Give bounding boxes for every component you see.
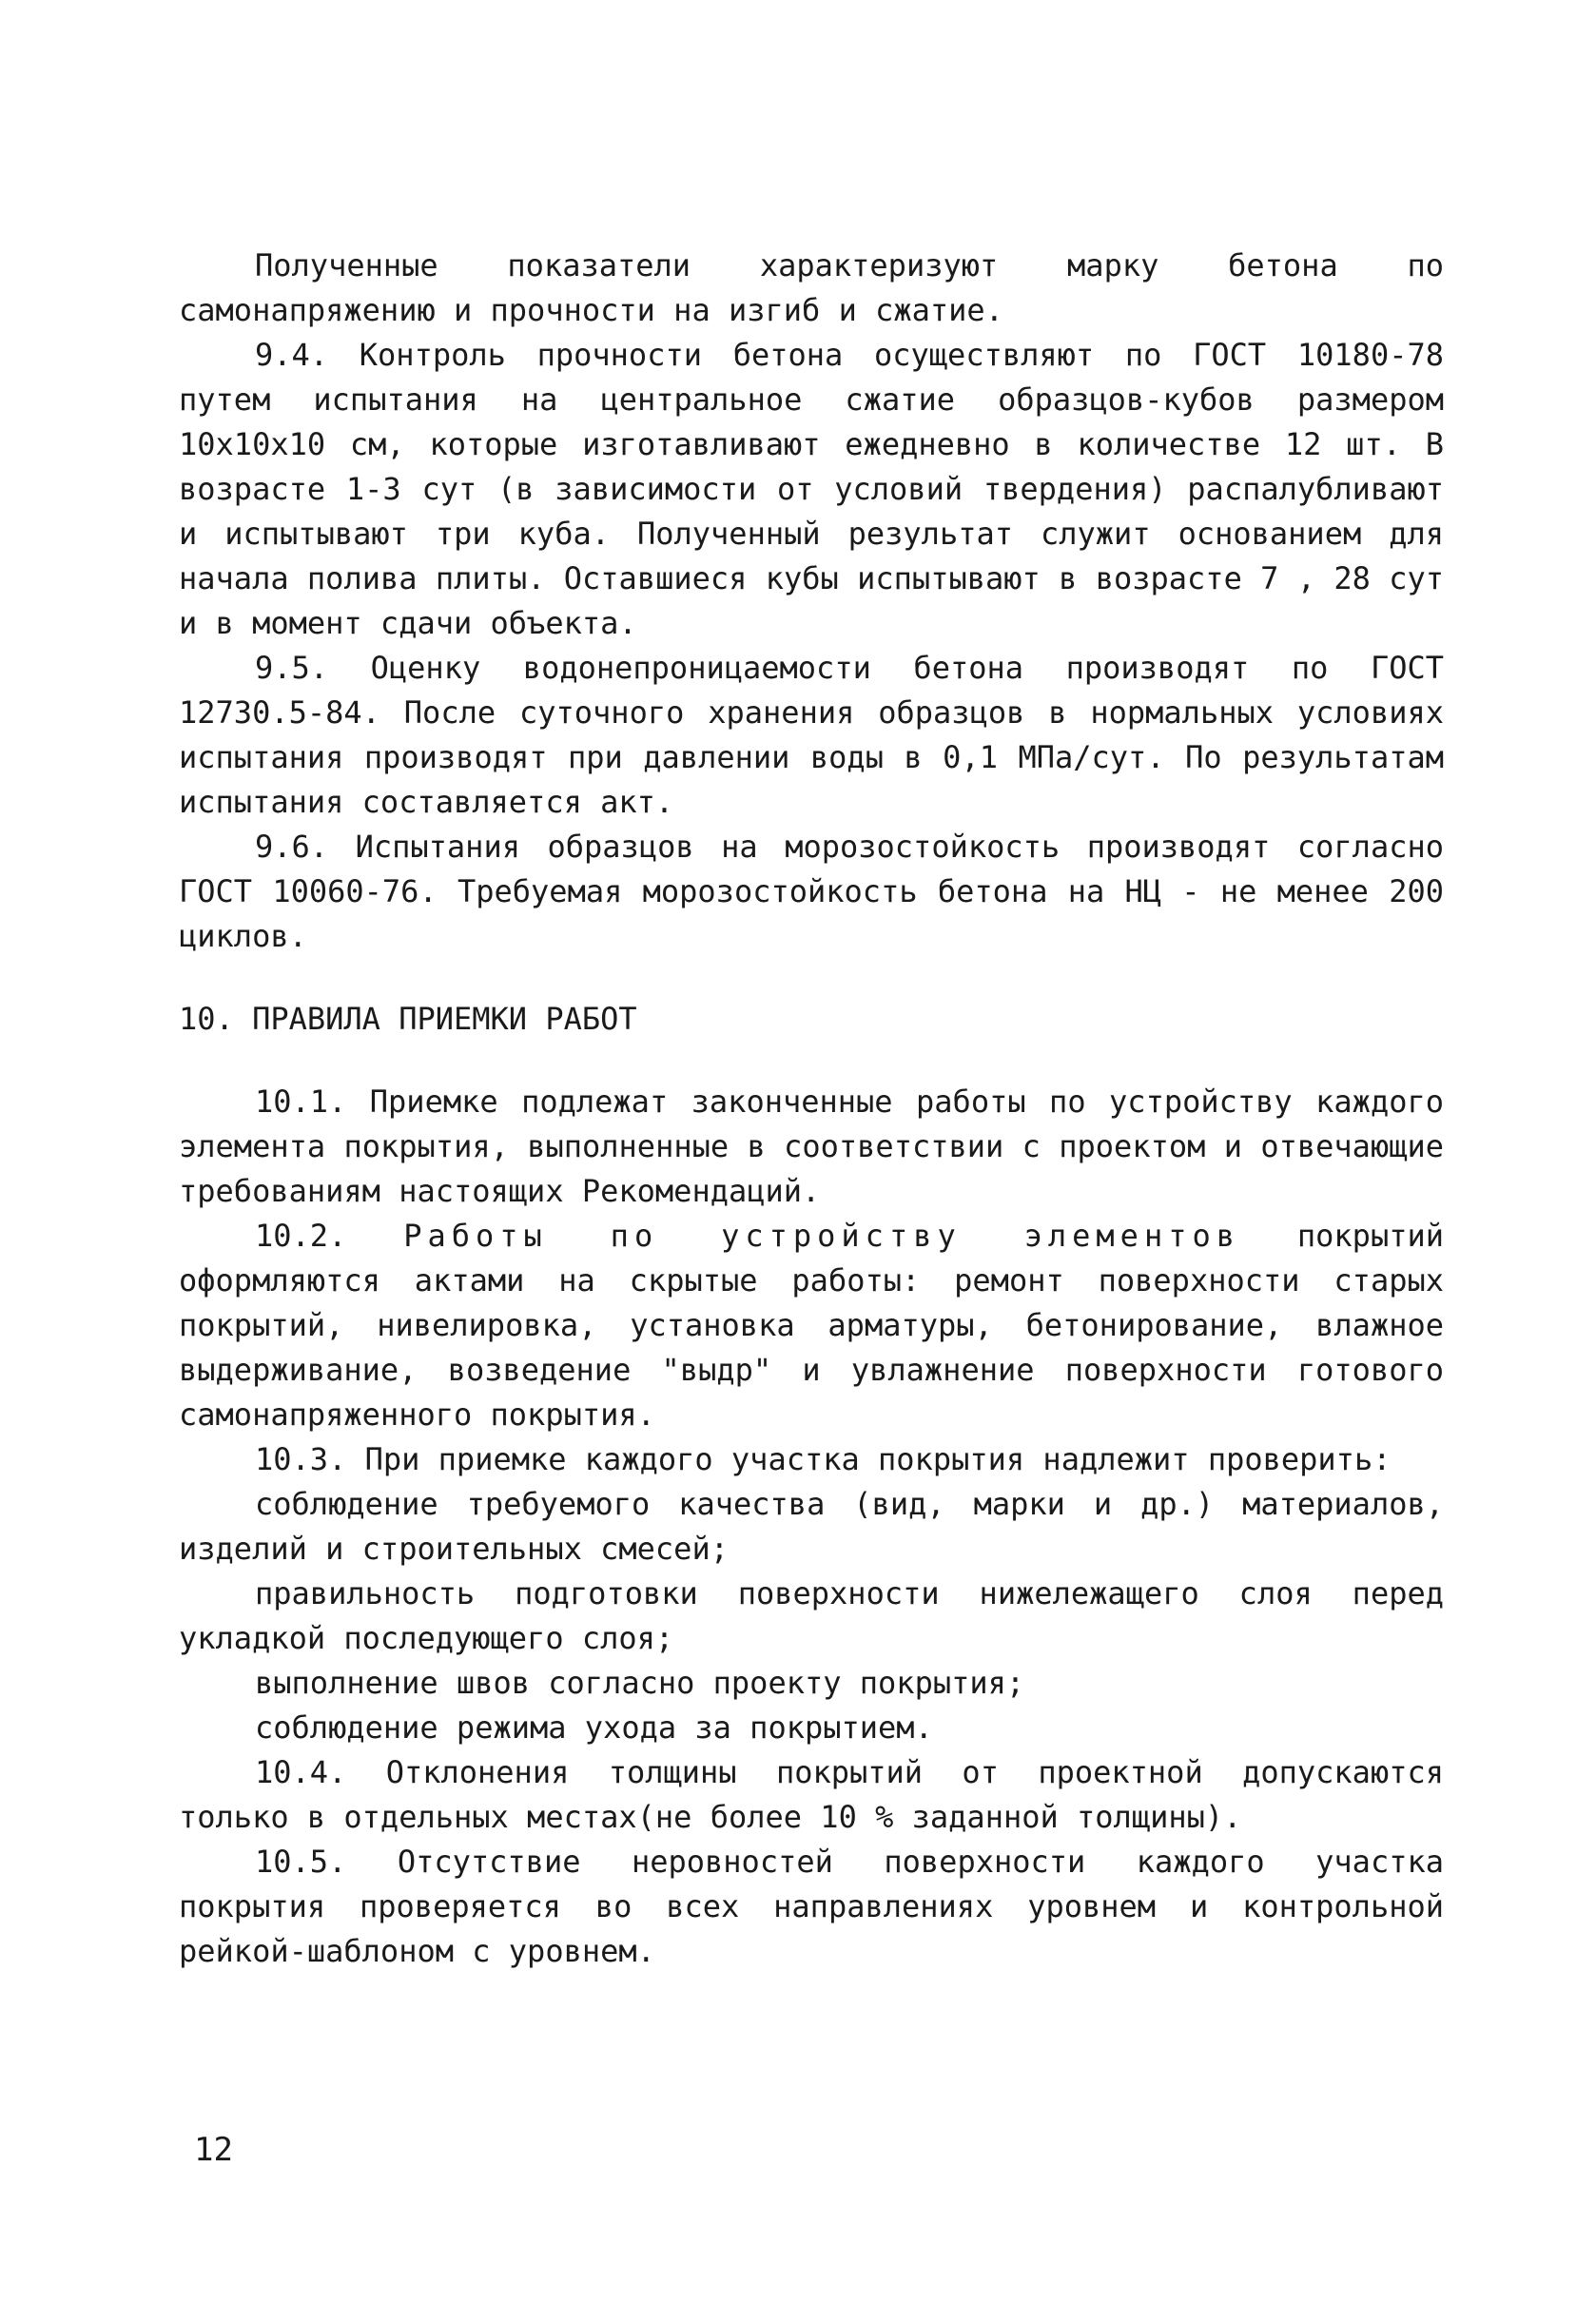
paragraph-10-5: 10.5. Отсутствие неровностей поверхности каждого участка покрытия проверяется во всех направлениях уровнем и контрольной рейкой-шаблоном с уровнем. xyxy=(179,1844,1444,1969)
paragraph-9-6: 9.6. Испытания образцов на морозостойкость производят согласно ГОСТ 10060-76. Требуемая морозостойкость бетона на НЦ - не менее 200 циклов. xyxy=(179,829,1444,954)
checklist-item: соблюдение режима ухода за покрытием. xyxy=(255,1709,933,1746)
paragraph-intro: Полученные показатели характеризуют марку бетона по самонапряжению и прочности на изгиб и сжатие. xyxy=(179,247,1444,328)
paragraph-10-1: 10.1. Приемке подлежат законченные работы по устройству каждого элемента покрытия, выполненные в соответствии с проектом и отвечающие требованиям настоящих Рекомендаций. xyxy=(179,1084,1444,1209)
paragraph-10-4: 10.4. Отклонения толщины покрытий от проектной допускаются только в отдельных местах(не более 10 % заданной толщины). xyxy=(179,1754,1444,1835)
body-text xyxy=(179,244,1444,1974)
paragraph-10-2-rest: покрытий оформляются актами на скрытые работы: ремонт поверхности старых покрытий, нивелировка, установка арматуры, бетонирование, влажное выдерживание, возведение "выдр" и увлажнение поверхности готового самонапряженного покрытия. xyxy=(179,1218,1444,1433)
paragraph-9-4: 9.4. Контроль прочности бетона осуществляют по ГОСТ 10180-78 путем испытания на центральное сжатие образцов-кубов размером 10х10х10 см, которые изготавливают ежедневно в количестве 12 шт. В возрасте 1-3 сут (в зависимости от условий твердения) распалубливают и испытывают три куба. Полученный результат служит основанием для начала полива плиты. Оставшиеся кубы испытывают в возрасте 7 , 28 сут и в момент сдачи объекта. xyxy=(179,337,1444,641)
page-number: 12 xyxy=(194,2131,233,2169)
paragraph-10-2-spaced-text: Работы по устройству элементов xyxy=(403,1218,1240,1254)
paragraph-9-5: 9.5. Оценку водонепроницаемости бетона производят по ГОСТ 12730.5-84. После суточного хранения образцов в нормальных условиях испытания производят при давлении воды в 0,1 МПа/сут. По результатам испытания составляется акт. xyxy=(179,650,1444,820)
checklist-item: выполнение швов согласно проекту покрытия; xyxy=(255,1665,1025,1701)
paragraph-10-2 xyxy=(179,1214,1444,1437)
paragraph-10-3: 10.3. При приемке каждого участка покрытия надлежит проверить: xyxy=(255,1441,1392,1477)
section-heading: 10. ПРАВИЛА ПРИЕМКИ РАБОТ xyxy=(179,1001,637,1037)
paragraph-10-2-number: 10.2. xyxy=(255,1218,347,1254)
checklist-item: соблюдение требуемого качества (вид, марки и др.) материалов, изделий и строительных смесей; xyxy=(179,1486,1444,1567)
checklist-item: правильность подготовки поверхности нижележащего слоя перед укладкой последующего слоя; xyxy=(179,1575,1444,1656)
